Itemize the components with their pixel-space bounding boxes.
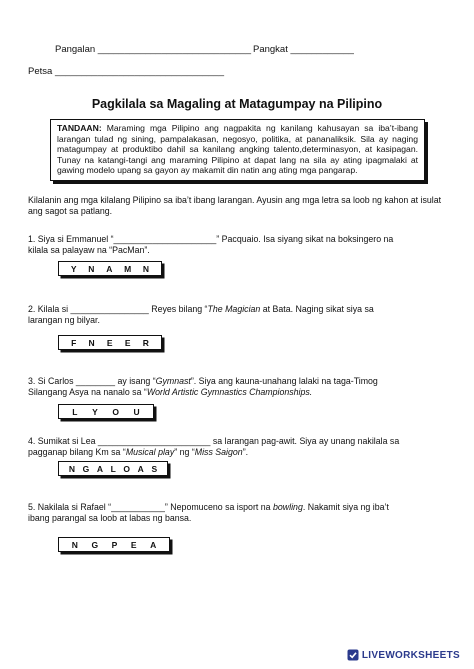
group-field: [253, 44, 354, 55]
question-text: at Bata. Naging sikat siya sa larangan ng bilyar.: [28, 304, 374, 326]
scrambled-letter: R: [142, 337, 149, 348]
question-text: World Artistic Gymnastics Championships.: [146, 387, 313, 398]
scrambled-letter: L: [72, 406, 78, 417]
logo-text: LIVEWORKSHEETS: [361, 649, 460, 661]
group-label: Pangkat: [253, 44, 288, 55]
name-field: [55, 44, 251, 55]
question-text: 4. Sumikat si Lea _______________________ sa larangan pag-awit. Siya ay unang nakilala sa pagganap bilang Km sa “: [28, 436, 400, 458]
scrambled-letter: G: [82, 463, 90, 474]
scrambled-letter: E: [106, 337, 113, 348]
date-blank[interactable]: ________________________________: [54, 66, 225, 77]
question-3: [28, 376, 408, 399]
scrambled-letter: A: [96, 463, 103, 474]
scrambled-letter: S: [151, 463, 158, 474]
question-2: [28, 304, 408, 327]
scrambled-letter: Y: [70, 263, 77, 274]
question-text: 2. Kilala si ________________ Reyes bilang “: [28, 304, 208, 314]
scrambled-letter: N: [88, 263, 95, 274]
date-label: Petsa: [28, 66, 53, 77]
scrambled-letter: Y: [92, 406, 98, 417]
question-text: 1. Siya si Emmanuel “_____________________” Pacquaio. Isa siyang sikat na boksingero na kilala sa palayaw na “PacMan”.: [28, 234, 394, 256]
question-text: 5. Nakilala si Rafael “___________” Nepomuceno sa isport na: [28, 502, 273, 512]
scrambled-letter: E: [124, 337, 131, 348]
scrambled-letter: A: [106, 263, 113, 274]
letter-box-4: [58, 461, 168, 476]
question-text: The Magician: [207, 304, 261, 314]
scrambled-letter: N: [71, 539, 78, 550]
scrambled-letter: E: [130, 539, 137, 550]
question-text: 3. Si Carlos ________ ay isang “: [28, 376, 156, 386]
liveworksheets-logo: [347, 649, 460, 661]
scrambled-letter: A: [137, 463, 144, 474]
page-title: Pagkilala sa Magaling at Matagumpay na Pilipino: [91, 97, 383, 111]
scrambled-letter: G: [91, 539, 99, 550]
question-text: ” ng “: [174, 447, 195, 458]
question-text: Miss Saigon: [194, 447, 243, 458]
name-blank[interactable]: _____________________________: [97, 44, 252, 55]
scrambled-letter: O: [112, 406, 119, 417]
tandaan-text: Maraming mga Pilipino ang nagpakita ng kanilang kahusayan sa iba’t-ibang larangan tulad ng sining, pampalakasan, negosyo, politika, at pananaliksik. Sila ay naging matagumpay at produktibo dahil sa kanilang angking talento,determinasyon, at kasipagan. Tunay na katangi-tangi ang maraming Pilipino at dapat lang na sila ay ating ipagmalaki at gawing modelo upang sa gayon ay makamit din natin ang ating mga pangarap.: [57, 123, 418, 176]
question-text: bowling: [273, 502, 303, 512]
letter-box-5: [58, 537, 170, 552]
letter-box-2: [58, 335, 162, 350]
question-text: ”.: [242, 447, 249, 458]
letter-box-1: [58, 261, 162, 276]
scrambled-letter: U: [133, 406, 140, 417]
scrambled-letter: A: [150, 539, 157, 550]
scrambled-letter: N: [88, 337, 95, 348]
question-1: [28, 234, 408, 257]
scrambled-letter: L: [110, 463, 116, 474]
question-text: ”. Siya ang kauna-unahang lalaki na taga-Timog Silangang Asya na nanalo sa “: [28, 376, 378, 398]
instructions: Kilalanin ang mga kilalang Pilipino sa iba’t ibang larangan. Ayusin ang mga letra sa loob ng kahon at isulat ang sagot sa patlang.: [28, 195, 442, 217]
scrambled-letter: N: [142, 263, 150, 274]
scrambled-letter: F: [71, 337, 77, 348]
name-label: Pangalan: [55, 44, 96, 55]
group-blank[interactable]: ____________: [290, 44, 354, 55]
question-text: . Nakamit siya ng iba’t ibang parangal sa loob at labas ng bansa.: [28, 502, 389, 524]
date-field: [28, 66, 224, 77]
scrambled-letter: N: [68, 463, 75, 474]
question-5: [28, 502, 408, 525]
question-text: Gymnast: [155, 376, 191, 386]
tandaan-box: [50, 119, 425, 181]
scrambled-letter: P: [111, 539, 118, 550]
question-text: Musical play: [125, 447, 175, 458]
logo-mark-icon: [347, 649, 359, 661]
scrambled-letter: O: [123, 463, 131, 474]
scrambled-letter: M: [124, 263, 132, 274]
tandaan-label: TANDAAN:: [57, 123, 102, 133]
letter-box-3: [58, 404, 154, 419]
question-4: [28, 436, 408, 459]
